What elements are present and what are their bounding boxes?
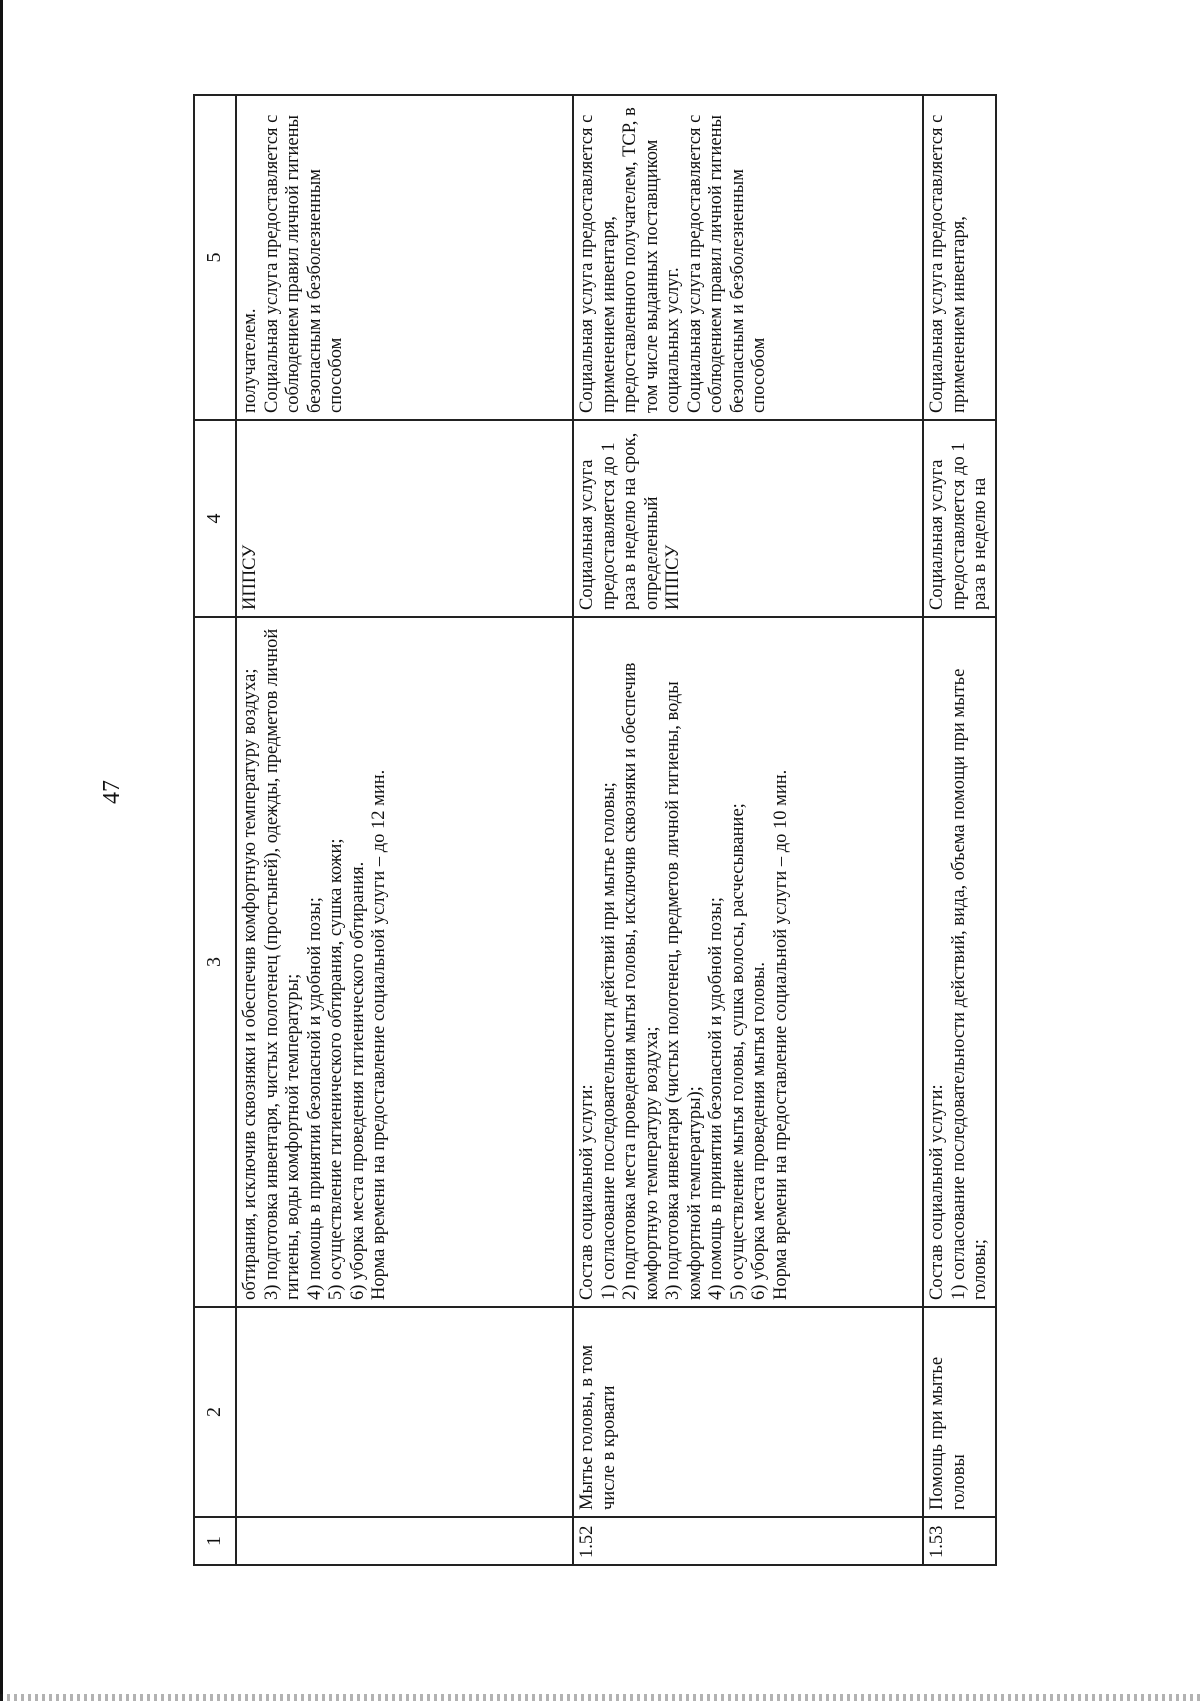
service-name xyxy=(236,1307,573,1517)
service-period: ИППСУ xyxy=(236,420,573,617)
row-number: 1.52 xyxy=(573,1517,923,1565)
page-number: 47 xyxy=(99,780,125,804)
service-conditions: Социальная услуга предоставляется с применением инвентаря, xyxy=(923,95,996,420)
services-table xyxy=(193,94,997,1566)
column-header-4: 4 xyxy=(194,420,236,617)
service-content: Состав социальной услуги: 1) согласование последовательности действий при мытье головы; 2) подготовка места проведения мытья головы, исключив сквозняки и обеспечив комфортную температуру воздуха; 3) подготовка инвентаря (чистых полотенец, предметов личной гигиены, воды комфортной температуры); 4) помощь в принятии безопасной и удобной позы; 5) осуществление мытья головы, сушка волосы, расчесывание; 6) уборка места проведения мытья головы. Норма времени на предоставление социальной услуги – до 10 мин. xyxy=(573,617,923,1307)
column-header-1: 1 xyxy=(194,1517,236,1565)
services-table-rotated xyxy=(193,96,990,1566)
service-content: Состав социальной услуги: 1) согласование последовательности действий, вида, объема помощи при мытье головы; xyxy=(923,617,996,1307)
service-name: Мытье головы, в том числе в кровати xyxy=(573,1307,923,1517)
column-header-5: 5 xyxy=(194,95,236,420)
table-row xyxy=(923,95,996,1565)
service-conditions: получателем. Социальная услуга предоставляется с соблюдением правил личной гигиены безопасным и безболезненным способом xyxy=(236,95,573,420)
table-row xyxy=(236,95,573,1565)
column-header-3: 3 xyxy=(194,617,236,1307)
table-header-row xyxy=(194,95,236,1565)
row-number xyxy=(236,1517,573,1565)
service-period: Социальная услуга предоставляется до 1 раза в неделю на срок, определенный ИППСУ xyxy=(573,420,923,617)
service-conditions: Социальная услуга предоставляется с применением инвентаря, предоставленного получателем, ТСР, в том числе выданных поставщиком социальных услуг. Социальная услуга предоставляется с соблюдением правил личной гигиены безопасным и безболезненным способом xyxy=(573,95,923,420)
service-period: Социальная услуга предоставляется до 1 раза в неделю на xyxy=(923,420,996,617)
service-name: Помощь при мытье головы xyxy=(923,1307,996,1517)
service-content: обтирания, исключив сквозняки и обеспечив комфортную температуру воздуха; 3) подготовка инвентаря, чистых полотенец (простыней), одежды, предметов личной гигиены, воды комфортной температуры; 4) помощь в принятии безопасной и удобной позы; 5) осуществление гигиенического обтирания, сушка кожи; 6) уборка места проведения гигиенического обтирания. Норма времени на предоставление социальной услуги – до 12 мин. xyxy=(236,617,573,1307)
scan-bottom-edge xyxy=(0,1694,1200,1701)
column-header-2: 2 xyxy=(194,1307,236,1517)
row-number: 1.53 xyxy=(923,1517,996,1565)
page-left-edge xyxy=(0,0,3,1701)
table-row xyxy=(573,95,923,1565)
